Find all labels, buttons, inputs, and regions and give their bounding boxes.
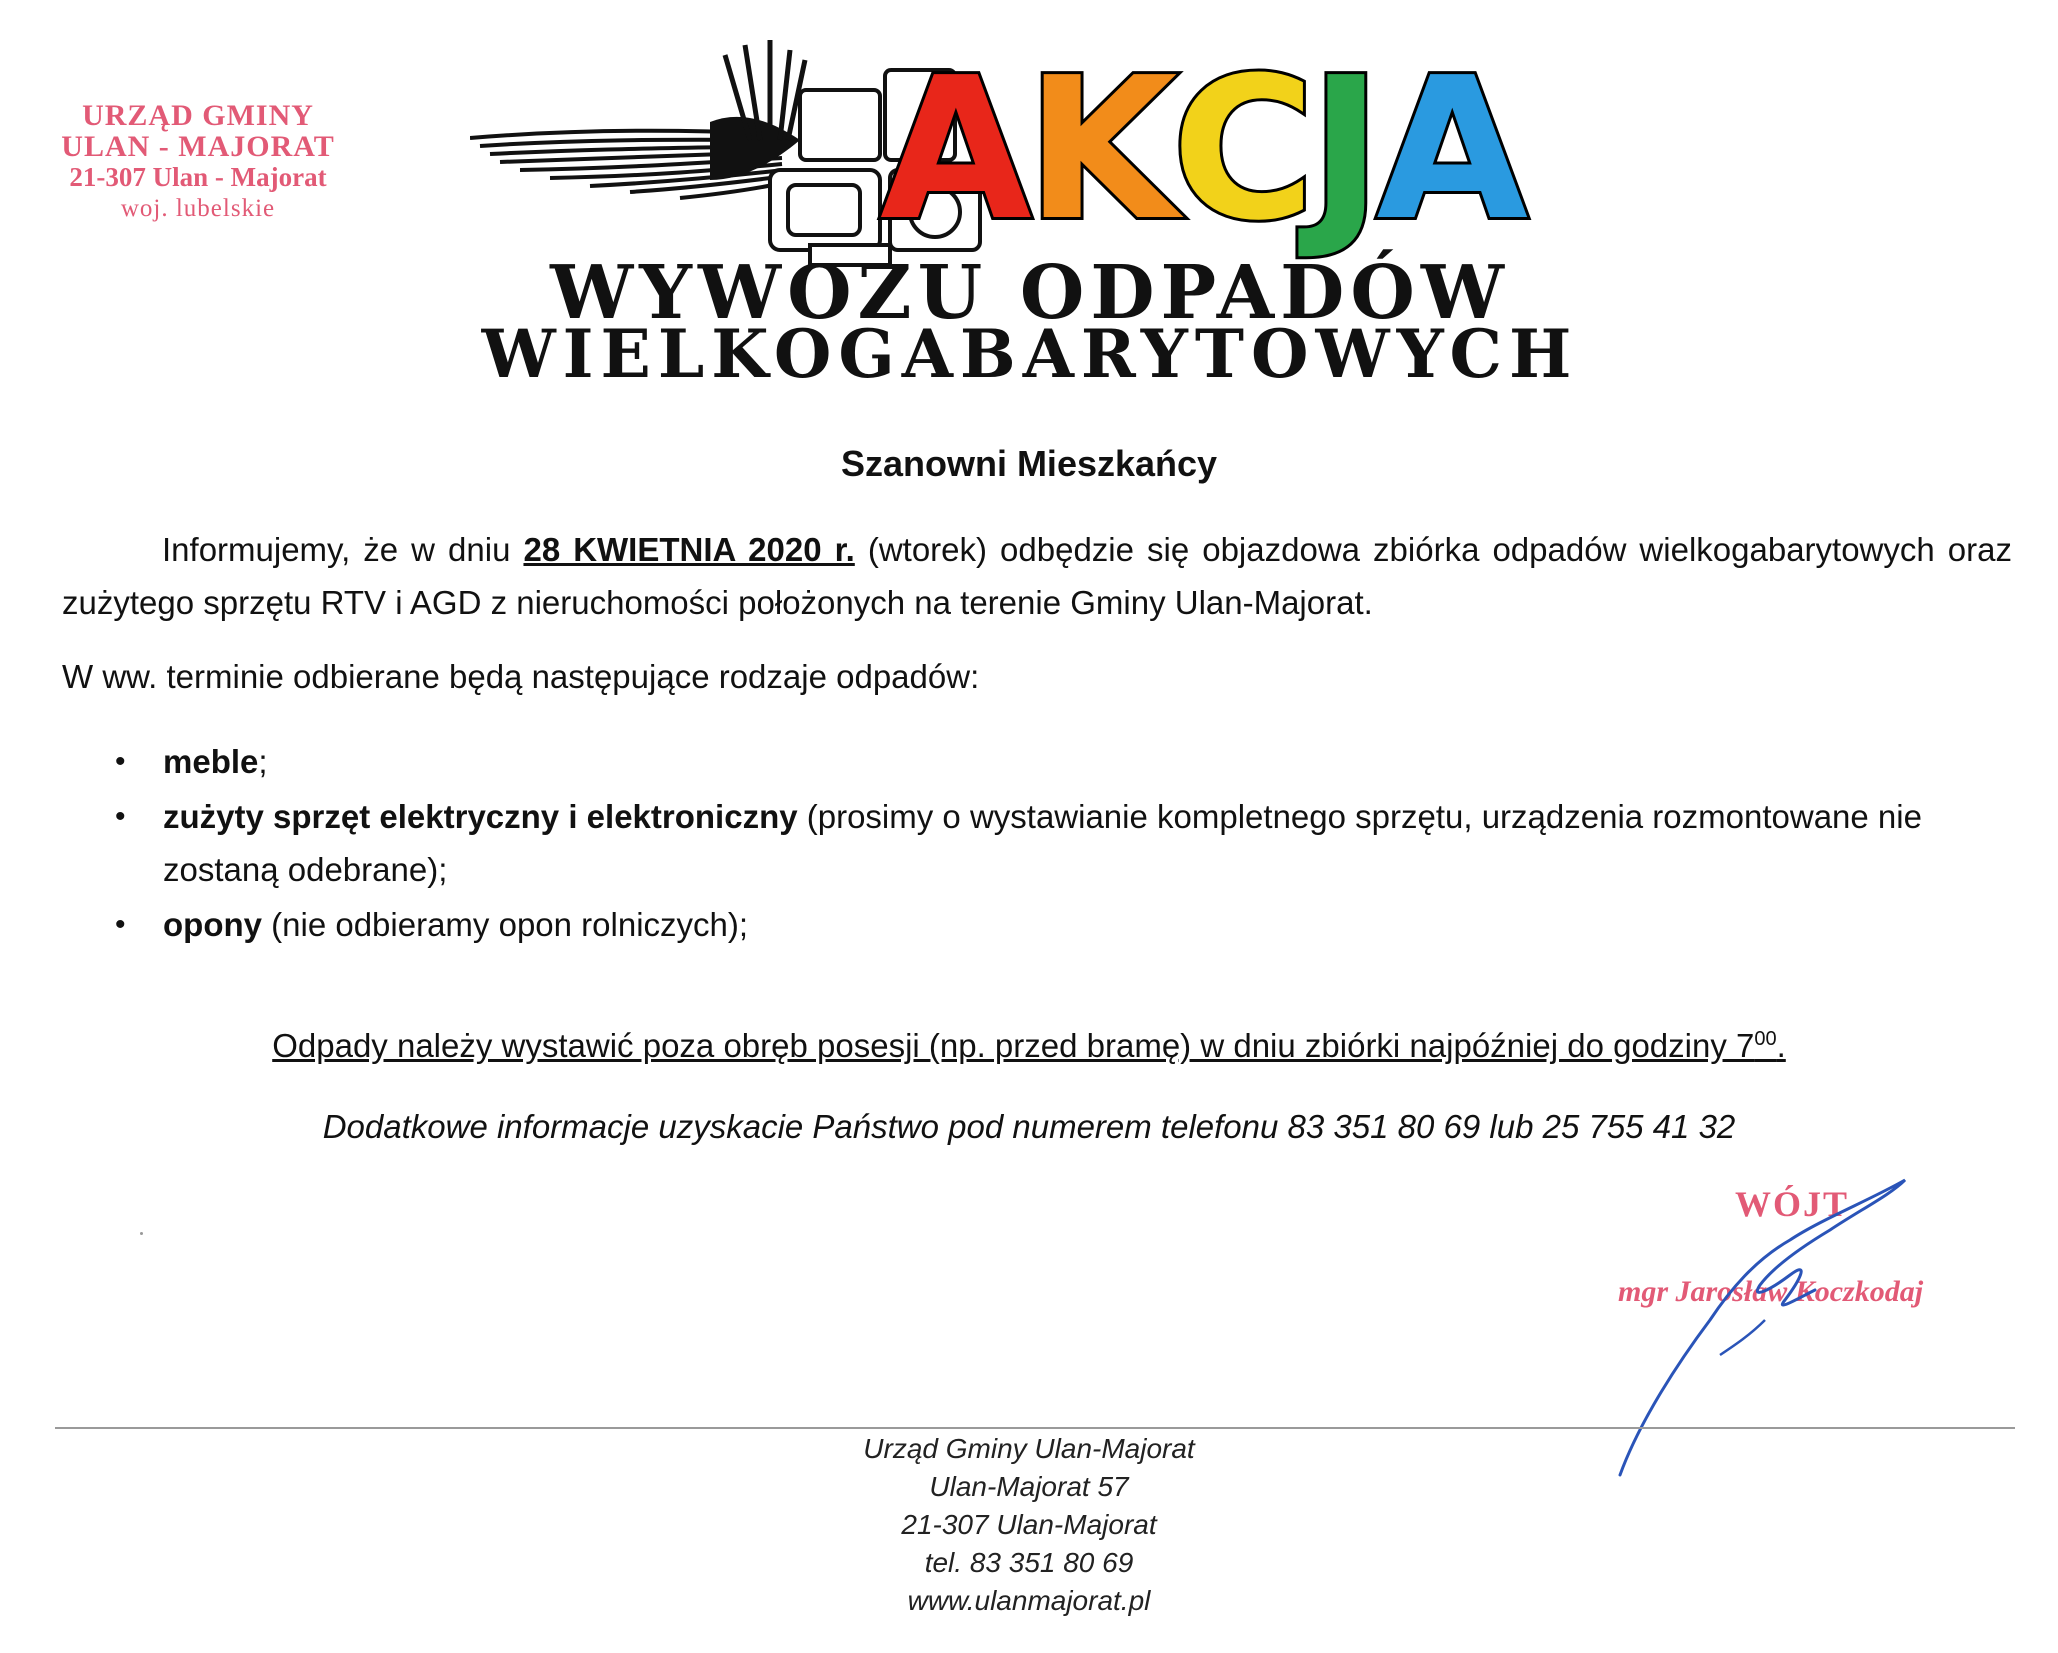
- contact-info: Dodatkowe informacje uzyskacie Państwo pod numerem telefonu 83 351 80 69 lub 25 755 41 32: [322, 1108, 1736, 1145]
- stamp-line-3: 21-307 Ulan - Majorat: [69, 162, 327, 192]
- footer-line-2: Ulan-Majorat 57: [929, 1471, 1129, 1502]
- bullet-icon: •: [115, 908, 126, 941]
- stamp-line-2: ULAN - MAJORAT: [61, 130, 335, 163]
- list-item: [105, 790, 2020, 896]
- headline-line-2: WIELKOGABARYTOWYCH: [481, 315, 1579, 393]
- item-rest: (prosimy o wystawianie kompletnego sprzętu, urządzenia rozmontowane nie zostaną odebrane);: [163, 798, 1922, 888]
- collection-date: 28 KWIETNIA 2020 r.: [523, 531, 855, 568]
- footer-divider: [55, 1427, 2015, 1429]
- footer-line-1: Urząd Gminy Ulan-Majorat: [863, 1433, 1195, 1464]
- stamp-line-4: woj. lubelskie: [120, 195, 276, 222]
- stamp-line-1: URZĄD GMINY: [82, 99, 314, 132]
- greeting: Szanowni Mieszkańcy: [840, 443, 1218, 484]
- office-stamp: [28, 100, 368, 224]
- akcja-letter: A: [880, 36, 1026, 264]
- bullet-icon: •: [115, 745, 126, 778]
- notice-superscript: 00: [1754, 1028, 1777, 1050]
- item-bold: opony: [163, 906, 262, 943]
- notice-text: Odpady należy wystawić poza obręb posesji (np. przed bramę) w dniu zbiórki najpóźniej do godziny 7: [272, 1027, 1755, 1064]
- footer-line-5: www.ulanmajorat.pl: [907, 1585, 1151, 1616]
- para-suffix: (wtorek) odbędzie się objazdowa zbiórka odpadów wielkogabarytowych oraz zużytego sprzętu RTV i AGD z nieruchomości położonych na terenie Gminy Ulan-Majorat.: [62, 531, 2012, 621]
- deadline-notice: [0, 1027, 2058, 1065]
- list-item: [105, 898, 2020, 951]
- headline-line-1: WYWOZU ODPADÓW: [550, 250, 1510, 336]
- item-rest: (nie odbieramy opon rolniczych);: [261, 906, 749, 943]
- footer-line-4: tel. 83 351 80 69: [924, 1547, 1134, 1578]
- item-bold: zużyty sprzęt elektryczny i elektroniczny: [163, 798, 798, 835]
- signature-title: WÓJT: [1735, 1184, 1850, 1224]
- akcja-letter: K: [1025, 36, 1172, 264]
- waste-types-list: [105, 735, 2020, 951]
- item-bold: meble: [163, 743, 259, 780]
- notice-end: .: [1776, 1027, 1786, 1064]
- bullet-icon: •: [115, 800, 126, 833]
- announcement-paragraph: [62, 523, 2012, 629]
- akcja-letter: C: [1171, 36, 1310, 264]
- akcja-letter: J: [1309, 36, 1377, 264]
- akcja-title: [880, 36, 1640, 264]
- item-rest: ;: [258, 743, 268, 780]
- footer-line-3: 21-307 Ulan-Majorat: [901, 1509, 1157, 1540]
- akcja-letter: A: [1376, 36, 1523, 264]
- para-prefix: Informujemy, że w dniu: [162, 531, 524, 568]
- scan-speck: [140, 1232, 143, 1235]
- list-item: [105, 735, 2020, 788]
- footer-address: [0, 1430, 2058, 1620]
- signer-name: mgr Jarosław Koczkodaj: [1618, 1275, 1924, 1308]
- list-intro: W ww. terminie odbierane będą następujące rodzaje odpadów:: [62, 658, 980, 695]
